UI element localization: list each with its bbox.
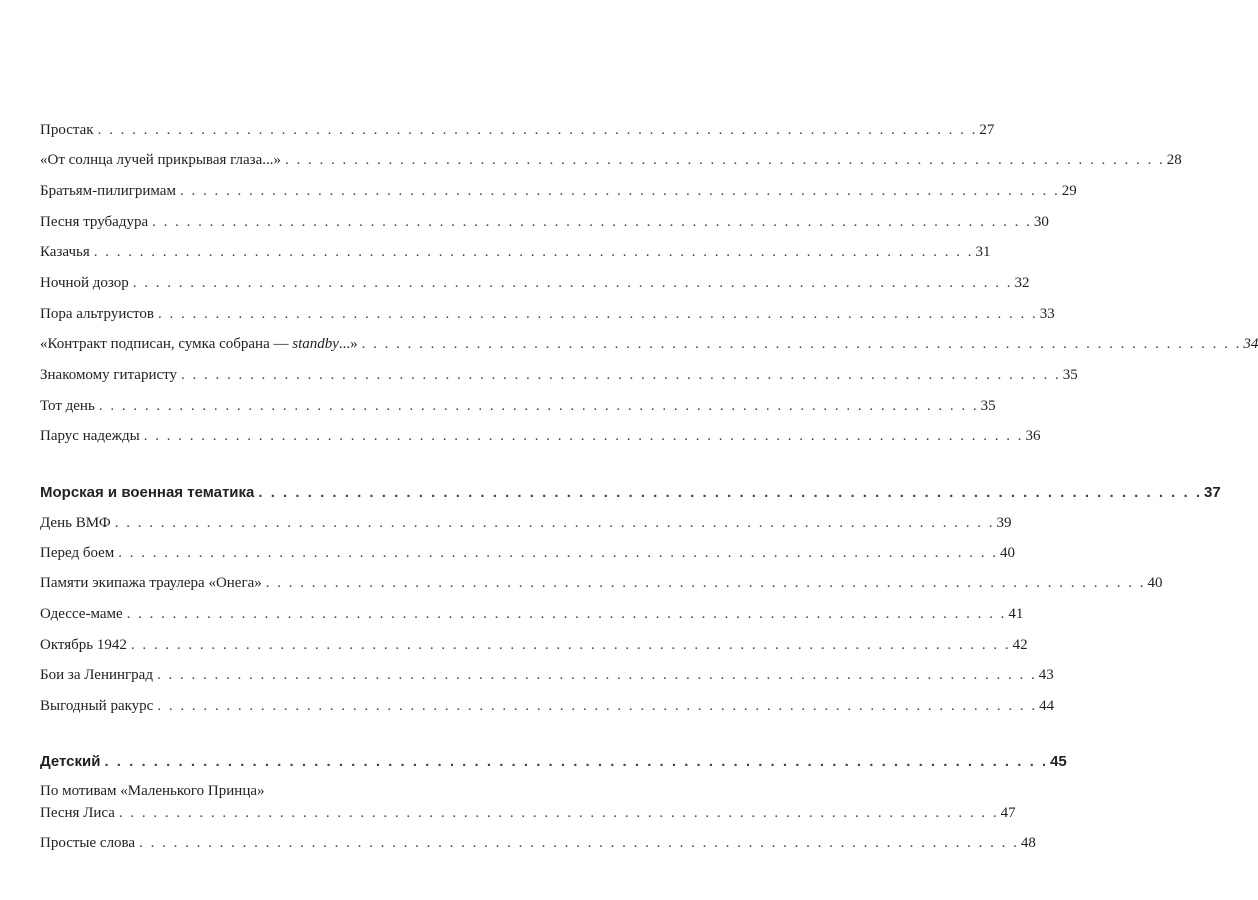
toc-entry: [40, 334, 1258, 354]
dot-leader: . . . . . . . . . . . . . . . . . . . . . . . . . . . . . . . . . . . . . . . . . . . . . . . . . . . . . . . . . . . . . . . . . . . . . . . . . . . . .: [118, 805, 999, 821]
entry-title: Простак: [40, 122, 94, 138]
entry-page-number: 31: [975, 244, 991, 260]
entry-title-italic: standby: [292, 336, 339, 352]
dot-leader: . . . . . . . . . . . . . . . . . . . . . . . . . . . . . . . . . . . . . . . . . . . . . . . . . . . . . . . . . . . . . . . . . . . . . . . . . . . . .: [181, 367, 1061, 383]
toc-entry: [40, 242, 991, 262]
entry-title: [40, 334, 358, 354]
entry-page-number: 34: [1243, 336, 1258, 352]
toc-entry: [40, 803, 1016, 823]
entry-title: Выгодный ракурс: [40, 698, 154, 714]
toc-entry: [40, 696, 1055, 716]
entry-page-number: 47: [1000, 805, 1016, 821]
entry-page-number: 41: [1008, 606, 1024, 622]
toc-subgroup-heading: По мотивам «Маленького Принца»: [40, 783, 265, 799]
toc-entry: [40, 833, 1036, 853]
toc-entry: [40, 181, 1077, 201]
dot-leader: . . . . . . . . . . . . . . . . . . . . . . . . . . . . . . . . . . . . . . . . . . . . . . . . . . . . . . . . . . . . . . . . . . . . . . . . . . . . .: [179, 183, 1060, 199]
dot-leader: . . . . . . . . . . . . . . . . . . . . . . . . . . . . . . . . . . . . . . . . . . . . . . . . . . . . . . . . . . . . . . . . . . . . . . . . . . . . .: [361, 336, 1242, 352]
entry-title: Октябрь 1942: [40, 637, 127, 653]
dot-leader: . . . . . . . . . . . . . . . . . . . . . . . . . . . . . . . . . . . . . . . . . . . . . . . . . . . . . . . . . . . . . . . . . . . . . . . . . . . . .: [132, 275, 1013, 291]
dot-leader: . . . . . . . . . . . . . . . . . . . . . . . . . . . . . . . . . . . . . . . . . . . . . . . . . . . . . . . . . . . . . . . . . . . . . . . . . . . . .: [93, 244, 974, 260]
dot-leader: . . . . . . . . . . . . . . . . . . . . . . . . . . . . . . . . . . . . . . . . . . . . . . . . . . . . . . . . . . . . . . . . . . . . . . . . . . . . .: [126, 606, 1007, 622]
entry-page-number: 35: [1062, 367, 1078, 383]
entry-title: Одессе-маме: [40, 606, 123, 622]
dot-leader: . . . . . . . . . . . . . . . . . . . . . . . . . . . . . . . . . . . . . . . . . . . . . . . . . . . . . . . . . . . . . . . . . . . . . . . . . . . . .: [258, 484, 1203, 501]
dot-leader: . . . . . . . . . . . . . . . . . . . . . . . . . . . . . . . . . . . . . . . . . . . . . . . . . . . . . . . . . . . . . . . . . . . . . . . . . . . . .: [152, 214, 1032, 230]
dot-leader: . . . . . . . . . . . . . . . . . . . . . . . . . . . . . . . . . . . . . . . . . . . . . . . . . . . . . . . . . . . . . . . . . . . . . . . . . . . . .: [104, 753, 1049, 770]
entry-page-number: 36: [1025, 428, 1041, 444]
dot-leader: . . . . . . . . . . . . . . . . . . . . . . . . . . . . . . . . . . . . . . . . . . . . . . . . . . . . . . . . . . . . . . . . . . . . . . . . . . . . .: [143, 428, 1024, 444]
entry-title: Тот день: [40, 398, 95, 414]
dot-leader: . . . . . . . . . . . . . . . . . . . . . . . . . . . . . . . . . . . . . . . . . . . . . . . . . . . . . . . . . . . . . . . . . . . . . . . . . . . . .: [156, 667, 1037, 683]
dot-leader: . . . . . . . . . . . . . . . . . . . . . . . . . . . . . . . . . . . . . . . . . . . . . . . . . . . . . . . . . . . . . . . . . . . . . . . . . . . . .: [157, 698, 1038, 714]
dot-leader: . . . . . . . . . . . . . . . . . . . . . . . . . . . . . . . . . . . . . . . . . . . . . . . . . . . . . . . . . . . . . . . . . . . . . . . . . . . . .: [285, 152, 1165, 168]
dot-leader: . . . . . . . . . . . . . . . . . . . . . . . . . . . . . . . . . . . . . . . . . . . . . . . . . . . . . . . . . . . . . . . . . . . . . . . . . . . . .: [98, 398, 979, 414]
entry-page-number: 30: [1033, 214, 1049, 230]
toc-entry: [40, 304, 1055, 324]
dot-leader: . . . . . . . . . . . . . . . . . . . . . . . . . . . . . . . . . . . . . . . . . . . . . . . . . . . . . . . . . . . . . . . . . . . . . . . . . . . . .: [265, 575, 1146, 591]
section-title: Детский: [40, 753, 101, 770]
entry-title: Знакомому гитаристу: [40, 367, 178, 383]
toc-entry: [40, 665, 1054, 685]
toc-entry: [40, 365, 1078, 385]
entry-title-part: «Контракт подписан, сумка собрана —: [40, 336, 293, 352]
entry-page-number: 35: [980, 398, 996, 414]
entry-page-number: 40: [1147, 575, 1163, 591]
toc-section-heading: [40, 483, 1221, 503]
entry-page-number: 39: [996, 515, 1012, 531]
entry-title: День ВМФ: [40, 515, 111, 531]
dot-leader: . . . . . . . . . . . . . . . . . . . . . . . . . . . . . . . . . . . . . . . . . . . . . . . . . . . . . . . . . . . . . . . . . . . . . . . . . . . . .: [118, 545, 999, 561]
toc-entry: [40, 212, 1049, 232]
entry-page-number: 42: [1012, 637, 1028, 653]
dot-leader: . . . . . . . . . . . . . . . . . . . . . . . . . . . . . . . . . . . . . . . . . . . . . . . . . . . . . . . . . . . . . . . . . . . . . . . . . . . . .: [114, 515, 995, 531]
entry-title: Ночной дозор: [40, 275, 129, 291]
dot-leader: . . . . . . . . . . . . . . . . . . . . . . . . . . . . . . . . . . . . . . . . . . . . . . . . . . . . . . . . . . . . . . . . . . . . . . . . . . . . .: [139, 835, 1019, 851]
toc-entry: [40, 120, 995, 140]
entry-title: Пора альтруистов: [40, 306, 154, 322]
toc-entry: [40, 273, 1030, 293]
toc-entry: [40, 426, 1041, 446]
toc-entry: [40, 635, 1028, 655]
entry-title: Казачья: [40, 244, 90, 260]
entry-page-number: 27: [979, 122, 995, 138]
entry-page-number: 44: [1039, 698, 1055, 714]
dot-leader: . . . . . . . . . . . . . . . . . . . . . . . . . . . . . . . . . . . . . . . . . . . . . . . . . . . . . . . . . . . . . . . . . . . . . . . . . . . . .: [130, 637, 1011, 653]
entry-title: Памяти экипажа траулера «Онега»: [40, 575, 262, 591]
section-page-number: 37: [1204, 484, 1221, 501]
toc-entry: [40, 396, 996, 416]
entry-page-number: 28: [1166, 152, 1182, 168]
entry-title: Бои за Ленинград: [40, 667, 153, 683]
toc-entry: [40, 604, 1024, 624]
entry-title: Перед боем: [40, 545, 115, 561]
toc-entry: [40, 573, 1163, 593]
section-page-number: 45: [1050, 753, 1067, 770]
toc-section-heading: [40, 752, 1067, 772]
entry-page-number: 32: [1014, 275, 1030, 291]
entry-page-number: 40: [1000, 545, 1016, 561]
toc-entry: [40, 513, 1012, 533]
entry-page-number: 33: [1039, 306, 1055, 322]
entry-title: Братьям-пилигримам: [40, 183, 176, 199]
dot-leader: . . . . . . . . . . . . . . . . . . . . . . . . . . . . . . . . . . . . . . . . . . . . . . . . . . . . . . . . . . . . . . . . . . . . . . . . . . . . .: [97, 122, 978, 138]
toc-entry: [40, 543, 1016, 563]
entry-page-number: 29: [1061, 183, 1077, 199]
dot-leader: . . . . . . . . . . . . . . . . . . . . . . . . . . . . . . . . . . . . . . . . . . . . . . . . . . . . . . . . . . . . . . . . . . . . . . . . . . . . .: [157, 306, 1038, 322]
entry-title-part: ...»: [338, 336, 358, 352]
toc-entry: [40, 150, 1182, 170]
entry-title: Простые слова: [40, 835, 136, 851]
entry-title: «От солнца лучей прикрывая глаза...»: [40, 152, 281, 168]
entry-title: Песня Лиса: [40, 805, 115, 821]
entry-page-number: 43: [1038, 667, 1054, 683]
section-title: Морская и военная тематика: [40, 484, 255, 501]
entry-title: Песня трубадура: [40, 214, 149, 230]
entry-title: Парус надежды: [40, 428, 140, 444]
entry-page-number: 48: [1020, 835, 1036, 851]
